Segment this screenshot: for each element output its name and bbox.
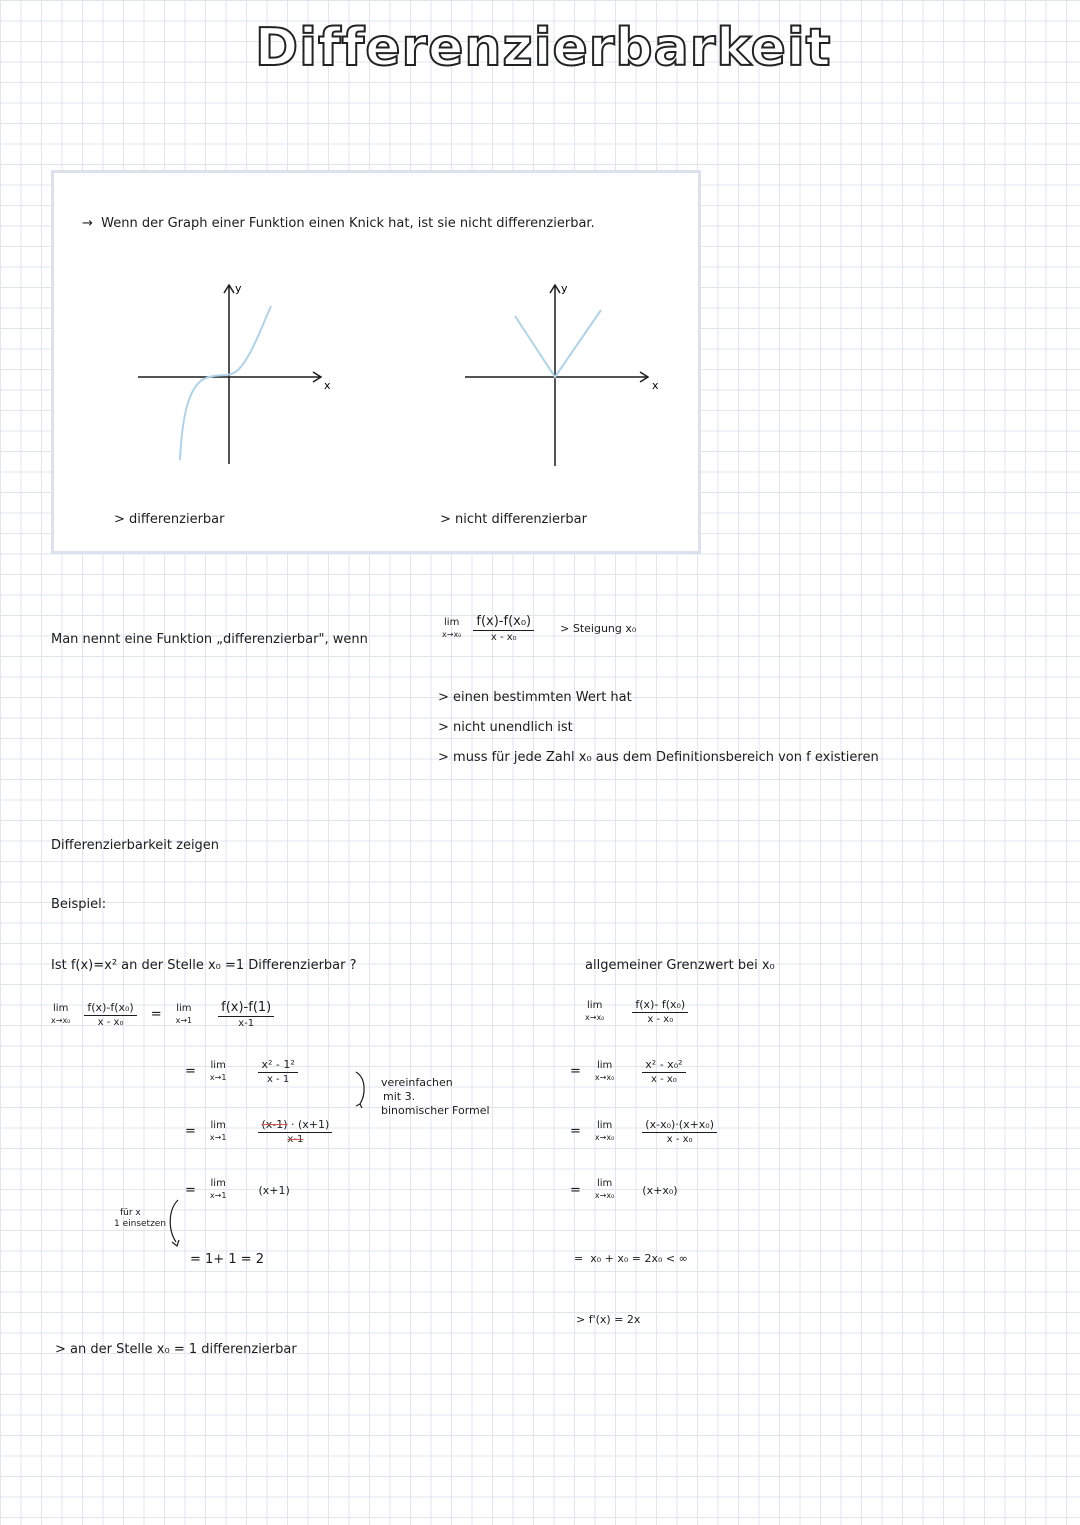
conclusion: > an der Stelle x₀ = 1 differenzierbar (55, 1342, 297, 1357)
frac-den: x - 1 (266, 1074, 290, 1085)
step-expression: (x+1) (258, 1183, 290, 1197)
lim-sub: x→x₀ (442, 629, 462, 639)
lim-word: lim (587, 999, 603, 1011)
lim-word: lim (210, 1119, 226, 1131)
step-result: x₀ + x₀ = 2x₀ < ∞ (590, 1252, 688, 1265)
lim-word: lim (596, 1178, 613, 1189)
lim-operator (442, 617, 461, 641)
step-result: 1+ 1 = 2 (205, 1252, 265, 1267)
frac-den: x - x₀ (97, 1017, 124, 1028)
general-limit-label: allgemeiner Grenzwert bei x₀ (585, 958, 775, 973)
frac-num: f(x)-f(x₀) (473, 614, 534, 631)
lim-word: lim (596, 1119, 613, 1131)
frac-num: x² - 1² (258, 1058, 297, 1073)
lim-sub: x→1 (209, 1191, 227, 1200)
note-line: für x (120, 1208, 141, 1218)
smooth-curve (180, 306, 271, 460)
graph-not-differentiable (457, 278, 667, 473)
struck-denominator: x-1 (287, 1134, 304, 1145)
simplify-brace (352, 1068, 382, 1118)
frac-den: x - x₀ (647, 1014, 674, 1025)
struck-factor: (x-1) (261, 1118, 288, 1131)
lim-sub: x→1 (209, 1072, 227, 1082)
note-line: mit 3. (383, 1090, 416, 1103)
left-step-1: lim x→x₀ $\frac{\text{f(x)-f(x₀)}}{\text{x - x₀}}$ = lim x→1 $\frac{f(x)-f(1)}{x-1}$ (51, 1000, 274, 1029)
right-step-1 (585, 998, 688, 1025)
box-bullet-text: Wenn der Graph einer Funktion einen Knick hat, ist sie nicht differenzierbar. (101, 216, 595, 231)
difference-quotient (473, 614, 534, 643)
frac-num: x² - x₀² (642, 1058, 685, 1073)
step-expression: (x+x₀) (642, 1183, 678, 1197)
right-step-5: = x₀ + x₀ = 2x₀ < ∞ (574, 1252, 688, 1265)
note-simplify (381, 1076, 490, 1118)
frac-den: x-1 (238, 1018, 255, 1029)
left-step-4: = lim x→1 (x+1) (185, 1178, 290, 1200)
note-line: vereinfachen (381, 1076, 453, 1089)
y-label: y (561, 282, 568, 295)
right-step-2: = lim x→x₀ $\frac{\text{x² - x₀²}}{\text{x - x₀}}$ (570, 1058, 686, 1085)
lim-sub: x→x₀ (594, 1191, 615, 1200)
x-label: x (324, 379, 331, 392)
definition-text: Man nennt eine Funktion „differenzierbar", wenn (51, 632, 368, 647)
right-step-4: = lim x→x₀ (x+x₀) (570, 1178, 678, 1200)
left-step-3: = lim x→1 $\frac{(x-1) \cdot (x+1)}{x-1}$ (185, 1118, 332, 1145)
lim-sub: x→x₀ (51, 1015, 71, 1025)
left-step-2: = lim x→1 $\frac{\text{x² - 1²}}{x - 1}$ (185, 1058, 298, 1085)
note-line: 1 einsetzen (114, 1219, 167, 1229)
frac-num: (x-x₀)·(x+x₀) (642, 1118, 717, 1133)
condition-2: > nicht unendlich ist (438, 720, 573, 735)
right-step-3: = lim x→x₀ $\frac{\text{(x-x₀)·(x+x₀)}}{\text{x - x₀}}$ (570, 1118, 717, 1145)
lim-sub: x→1 (209, 1132, 227, 1142)
note-insert (114, 1208, 166, 1230)
frac-den: x - x₀ (490, 632, 517, 643)
graph-differentiable (130, 278, 340, 473)
x-label: x (652, 379, 659, 392)
lim-sub: x→x₀ (594, 1072, 615, 1082)
definition-formula (442, 614, 636, 643)
lim-word: lim (210, 1059, 226, 1071)
lim-sub: x→1 (175, 1015, 193, 1025)
box-bullet: → Wenn der Graph einer Funktion einen Knick hat, ist sie nicht differenzierbar. (82, 216, 595, 231)
slope-note: > Steigung x₀ (560, 622, 637, 635)
frac-num: f(x)-f(x₀) (84, 1001, 136, 1016)
derivative-result: > f'(x) = 2x (576, 1313, 641, 1326)
frac-num: f(x)-f(1) (218, 1000, 274, 1017)
frac-den: x - x₀ (666, 1134, 693, 1145)
frac-num: f(x)- f(x₀) (632, 998, 688, 1013)
page-title: Differenzierbarkeit (255, 18, 832, 78)
condition-3: > muss für jede Zahl x₀ aus dem Definitionsbereich von f existieren (438, 750, 879, 765)
caption-not-differentiable: > nicht differenzierbar (440, 512, 587, 527)
example-label: Beispiel: (51, 897, 107, 912)
caption-differentiable: > differenzierbar (114, 512, 225, 527)
lim-sub: x→x₀ (585, 1012, 605, 1022)
lim-word: lim (596, 1059, 613, 1071)
kink-curve (515, 310, 601, 377)
note-line: binomischer Formel (381, 1104, 490, 1117)
lim-sub: x→x₀ (594, 1132, 615, 1142)
lim-word: lim (210, 1178, 226, 1189)
remaining-factor: · (x+1) (291, 1118, 330, 1131)
lim-word: lim (53, 1002, 69, 1014)
condition-1: > einen bestimmten Wert hat (438, 690, 632, 705)
example-question: Ist f(x)=x² an der Stelle x₀ =1 Differenzierbar ? (51, 958, 357, 973)
y-label: y (235, 282, 242, 295)
lim-word: lim (444, 616, 460, 628)
section-heading: Differenzierbarkeit zeigen (51, 838, 220, 853)
lim-word: lim (176, 1002, 192, 1014)
frac-den: x - x₀ (651, 1074, 677, 1085)
left-step-5: = 1+ 1 = 2 (190, 1252, 265, 1267)
